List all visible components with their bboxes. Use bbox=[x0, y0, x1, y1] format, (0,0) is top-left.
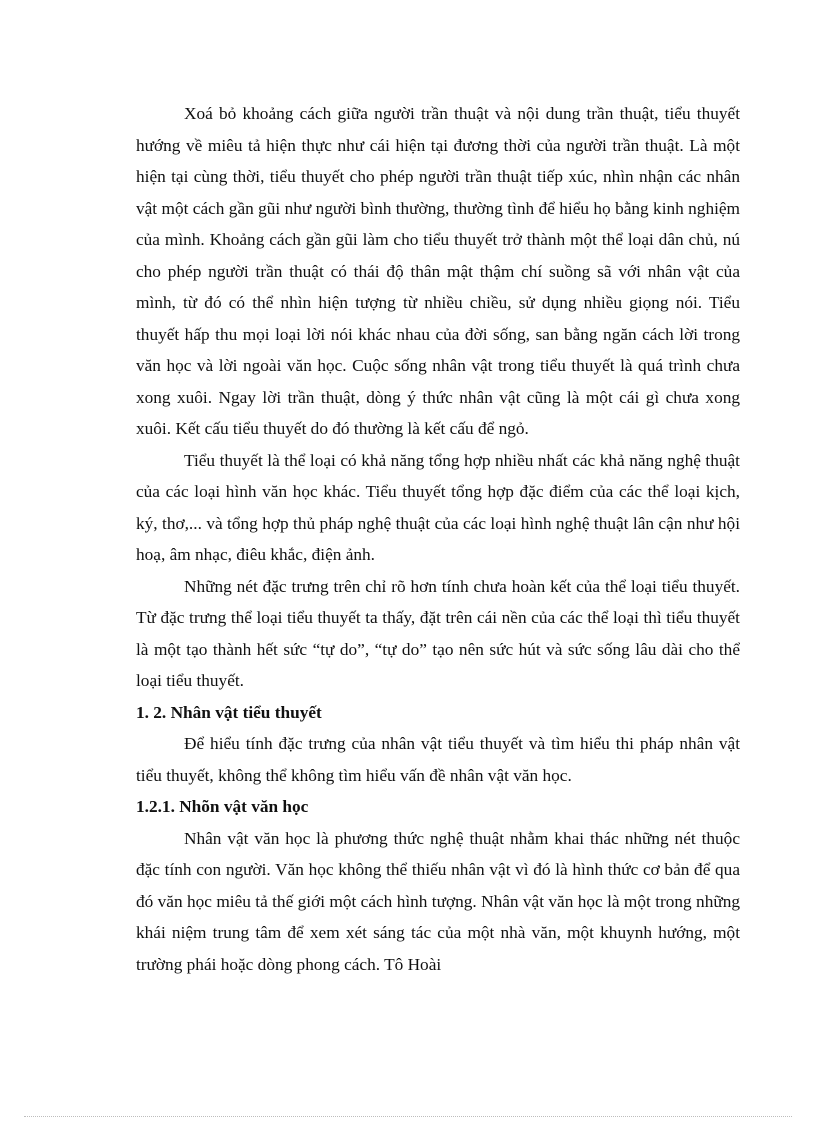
page-bottom-divider bbox=[24, 1116, 792, 1117]
paragraph-understanding: Để hiểu tính đặc trưng của nhân vật tiểu thuyết và tìm hiểu thi pháp nhân vật tiểu thuyết, không thể không tìm hiểu vấn đề nhân vật văn học. bbox=[136, 734, 740, 785]
paragraph-literary-character: Nhân vật văn học là phương thức nghệ thuật nhằm khai thác những nét thuộc đặc tính con người. Văn học không thể thiếu nhân vật vì đó là hình thức cơ bản để qua đó văn học miêu tả thế giới một cách hình tượng. Nhân vật văn học là một trong những khái niệm trung tâm để xem xét sáng tác của một nhà văn, một khuynh hướng, một trường phái hoặc dòng phong cách. Tô Hoài bbox=[136, 828, 740, 974]
document-body bbox=[136, 98, 740, 980]
paragraph-synthesis: Tiểu thuyết là thể loại có khả năng tổng hợp nhiều nhất các khả năng nghệ thuật của các loại hình văn học khác. Tiểu thuyết tổng hợp đặc điểm của các thể loại kịch, ký, thơ,... và tổng hợp thủ pháp nghệ thuật của các loại hình nghệ thuật lân cận như hội hoạ, âm nhạc, điêu khắc, điện ảnh. bbox=[136, 450, 740, 564]
subsection-heading-literary-character: 1.2.1. Nhõn vật văn học bbox=[136, 797, 309, 816]
section-heading-novel-character: 1. 2. Nhân vật tiểu thuyết bbox=[136, 702, 322, 722]
paragraph-characteristics: Những nét đặc trưng trên chỉ rõ hơn tính chưa hoàn kết của thể loại tiểu thuyết. Từ đặc trưng thể loại tiểu thuyết ta thấy, đặt trên cái nền của các thể loại thì tiểu thuyết là một tạo thành hết sức “tự do”, “tự do” tạo nên sức hút và sức sống lâu dài cho thể loại tiểu thuyết. bbox=[136, 576, 740, 690]
paragraph-distance-narration: Xoá bỏ khoảng cách giữa người trần thuật và nội dung trần thuật, tiểu thuyết hướng về miêu tả hiện thực như cái hiện tại đương thời của người trần thuật. Là một hiện tại cùng thời, tiểu thuyết cho phép người trần thuật tiếp xúc, nhìn nhận các nhân vật một cách gần gũi như người bình thường, thường tình để hiểu họ bằng kinh nghiệm của mình. Khoảng cách gần gũi làm cho tiểu thuyết trở thành một thể loại dân chủ, nú cho phép người trần thuật có thái độ thân mật thậm chí suồng sã với nhân vật của mình, từ đó có thể nhìn hiện tượng từ nhiều chiều, sử dụng nhiều giọng nói. Tiểu thuyết hấp thu mọi loại lời nói khác nhau của đời sống, san bằng ngăn cách lời trong văn học và lời ngoài văn học. Cuộc sống nhân vật trong tiểu thuyết là quá trình chưa xong xuôi. Ngay lời trần thuật, dòng ý thức nhân vật cũng là một cái gì chưa xong xuôi. Kết cấu tiểu thuyết do đó thường là kết cấu để ngỏ. bbox=[136, 104, 740, 438]
